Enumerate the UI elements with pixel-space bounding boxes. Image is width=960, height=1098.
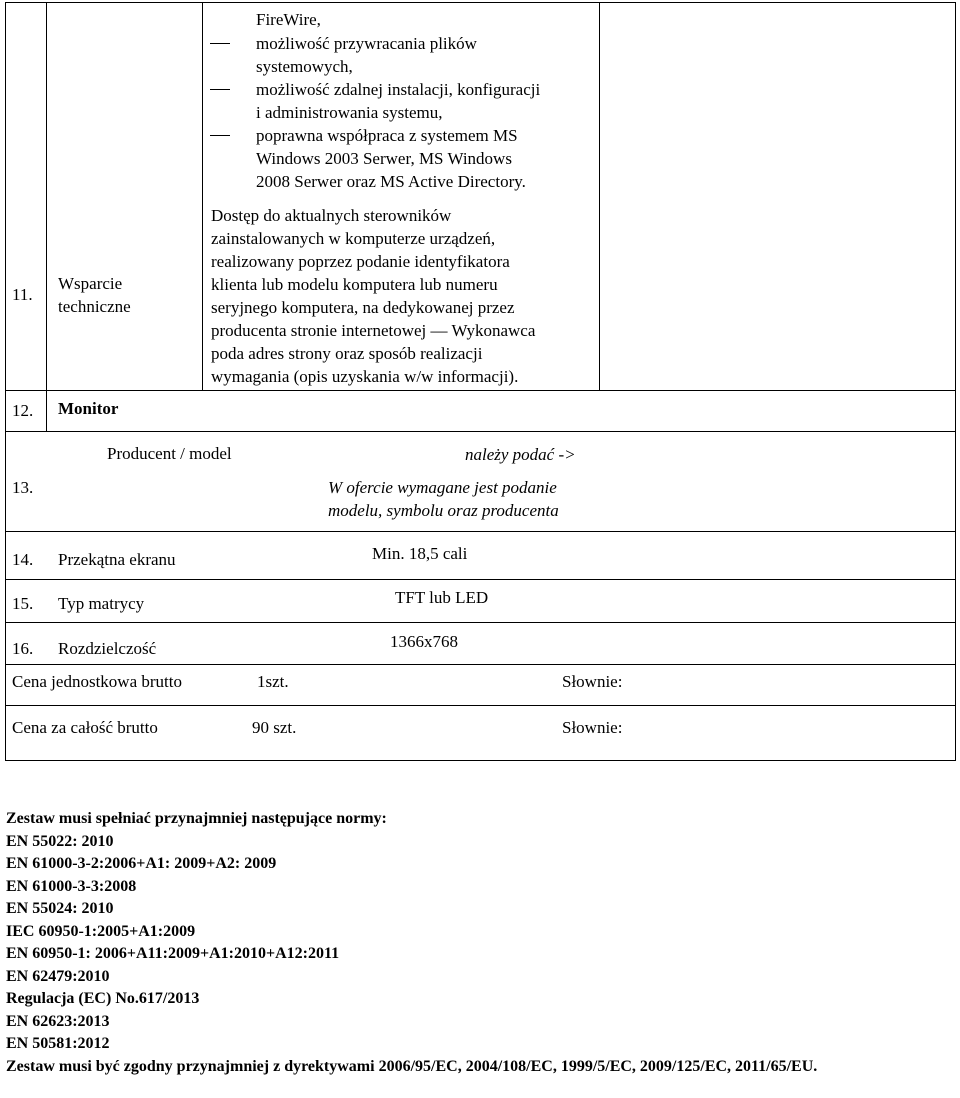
- col-divider-value: [599, 2, 600, 390]
- row-14-number: 14.: [12, 550, 34, 569]
- firewire-text: FireWire,: [256, 10, 321, 29]
- total-price-qty: 90 szt.: [252, 718, 297, 737]
- col-divider-label: [202, 2, 203, 390]
- row-13-label: Producent / model: [107, 444, 232, 463]
- row-16-label: Rozdzielczość: [58, 639, 157, 658]
- bullet-dash: [210, 89, 230, 90]
- total-price-label: Cena za całość brutto: [12, 718, 158, 737]
- norm-item: EN 62623:2013: [6, 1012, 110, 1030]
- row-divider-13-14: [5, 531, 956, 532]
- norm-item: EN 50581:2012: [6, 1035, 110, 1052]
- table-left-border: [5, 2, 6, 761]
- row-14-label: Przekątna ekranu: [58, 550, 176, 569]
- norm-item: EN 55024: 2010: [6, 900, 114, 917]
- table-right-border: [955, 2, 956, 761]
- row-15-label: Typ matrycy: [58, 594, 145, 613]
- directives-statement: Zestaw musi być zgodny przynajmniej z dyrektywami 2006/95/EC, 2004/108/EC, 1999/5/EC, 2009/125/EC, 2011/65/EU.: [6, 1057, 818, 1075]
- bullet-dash: [210, 135, 230, 136]
- norm-item: EN 60950-1: 2006+A11:2009+A1:2010+A12:2011: [6, 945, 340, 962]
- bullet-1-line-1: możliwość przywracania plików: [256, 34, 477, 53]
- bullet-2-line-2: i administrowania systemu,: [256, 103, 443, 122]
- row-11-label-line-1: Wsparcie: [58, 274, 123, 293]
- row-divider-16-price: [5, 664, 956, 665]
- norms-heading: Zestaw musi spełniać przynajmniej następujące normy:: [6, 810, 387, 827]
- row-divider-15-16: [5, 622, 956, 623]
- row-16-value: 1366x768: [390, 632, 458, 651]
- bullet-3-line-1: poprawna współpraca z systemem MS: [256, 126, 518, 145]
- norm-item: EN 61000-3-2:2006+A1: 2009+A2: 2009: [6, 855, 277, 872]
- row-15-number: 15.: [12, 594, 34, 613]
- row-divider-11-12: [5, 390, 956, 391]
- support-text-line-6: producenta stronie internetowej — Wykonawca: [211, 321, 536, 340]
- row-11-number: 11.: [12, 285, 33, 304]
- support-text-line-8: wymagania (opis uzyskania w/w informacji).: [211, 367, 519, 386]
- table-bottom-border: [5, 760, 956, 761]
- row-13-value-line-3: modelu, symbolu oraz producenta: [328, 501, 559, 520]
- norm-item: Regulacja (EC) No.617/2013: [6, 990, 200, 1007]
- total-price-in-words: Słownie:: [562, 718, 623, 737]
- bullet-dash: [210, 43, 230, 44]
- norms-section: [6, 808, 954, 1078]
- table-top-border: [5, 2, 956, 3]
- norm-item: EN 55022: 2010: [6, 832, 114, 850]
- bullet-2-line-1: możliwość zdalnej instalacji, konfiguracji: [256, 80, 541, 99]
- row-16-number: 16.: [12, 639, 34, 658]
- bullet-3-line-2: Windows 2003 Serwer, MS Windows: [256, 149, 512, 168]
- row-divider-14-15: [5, 579, 956, 580]
- norm-item: EN 62479:2010: [6, 967, 110, 985]
- unit-price-in-words: Słownie:: [562, 672, 623, 691]
- support-text-line-1: Dostęp do aktualnych sterowników: [211, 206, 452, 225]
- row-13-number: 13.: [12, 478, 34, 497]
- row-13-value-line-2: W ofercie wymagane jest podanie: [328, 478, 557, 497]
- row-14-value: Min. 18,5 cali: [372, 544, 468, 563]
- norm-item: EN 61000-3-3:2008: [6, 877, 137, 895]
- row-12-label: Monitor: [58, 399, 119, 418]
- col-divider-number: [46, 2, 47, 431]
- row-divider-12-13: [5, 431, 956, 432]
- support-text-line-7: poda adres strony oraz sposób realizacji: [211, 344, 483, 363]
- row-11-label-line-2: techniczne: [58, 297, 131, 316]
- unit-price-label: Cena jednostkowa brutto: [12, 672, 182, 691]
- bullet-3-line-3: 2008 Serwer oraz MS Active Directory.: [256, 172, 526, 191]
- row-15-value: TFT lub LED: [395, 588, 489, 607]
- support-text-line-5: seryjnego komputera, na dedykowanej przez: [211, 298, 515, 317]
- bullet-1-line-2: systemowych,: [256, 57, 353, 76]
- support-text-line-4: klienta lub modelu komputera lub numeru: [211, 275, 498, 294]
- row-12-number: 12.: [12, 401, 34, 420]
- support-text-line-3: realizowany poprzez podanie identyfikatora: [211, 252, 510, 271]
- unit-price-qty: 1szt.: [257, 672, 289, 691]
- row-13-value-line-1: należy podać ->: [465, 445, 576, 464]
- row-divider-price-unit-total: [5, 705, 956, 706]
- norm-item: IEC 60950-1:2005+A1:2009: [6, 922, 196, 940]
- support-text-line-2: zainstalowanych w komputerze urządzeń,: [211, 229, 496, 248]
